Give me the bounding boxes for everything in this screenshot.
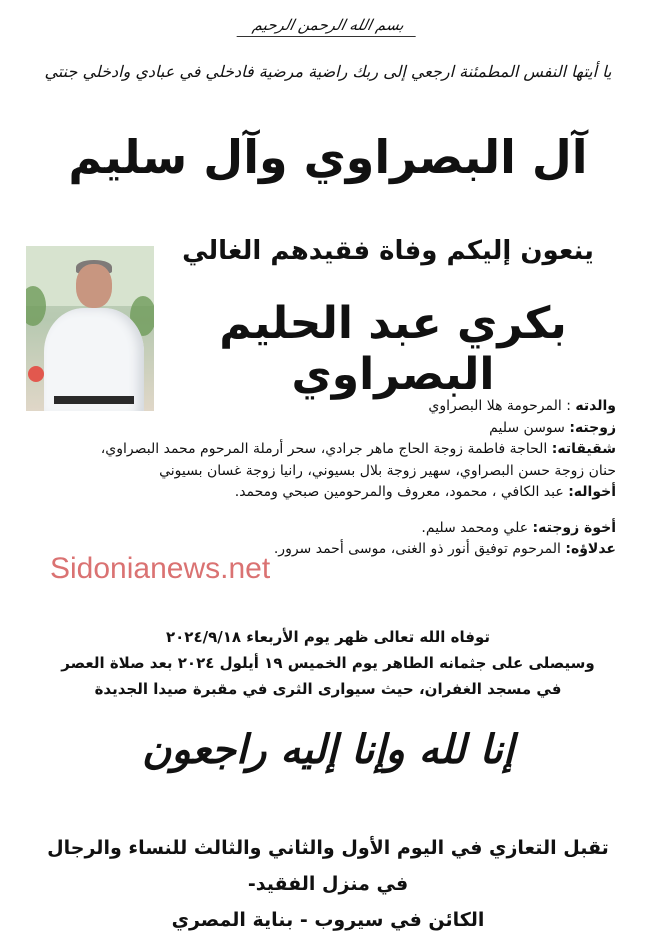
sisters-row <box>40 439 616 461</box>
sisters-row-2: حنان زوجة حسن البصراوي، سهير زوجة بلال بسيوني، رانيا زوجة غسان بسيوني <box>159 462 616 479</box>
deceased-name: بكري عبد الحليم البصراوي <box>219 298 567 400</box>
announcement-line: ينعون إليكم وفاة فقيدهم الغالي <box>182 236 594 266</box>
wife-brothers-value: علي ومحمد سليم. <box>421 519 533 536</box>
families-title: آل البصراوي وآل سليم <box>68 130 588 184</box>
quran-verse: يا أيتها النفس المطمئنة ارجعي إلى ربك راضية مرضية فادخلي في عبادي وادخلي جنتي <box>44 62 612 81</box>
condolence-location-line: الكائن في سيروب - بناية المصري <box>171 909 485 931</box>
flower-icon <box>28 366 44 382</box>
site-watermark: Sidonianews.net <box>50 552 271 585</box>
family-details <box>40 396 616 561</box>
basmala-header <box>0 14 656 37</box>
person-head <box>76 264 112 308</box>
wife-brothers-label: أخوة زوجته: <box>532 519 616 536</box>
mother-value: المرحومة هلا البصراوي <box>428 398 562 414</box>
deceased-photo <box>26 246 154 411</box>
sisters-line1: الحاجة فاطمة زوجة الحاج ماهر جرادي، سحر أرملة المرحوم محمد البصراوي، <box>100 441 552 457</box>
in-laws-label: عدلاؤه: <box>565 541 616 557</box>
uncles-label: أخواله: <box>568 484 616 500</box>
wife-brothers-row <box>40 518 616 540</box>
uncles-value: عبد الكافي ، محمود، معروف والمرحومين صبحي ومحمد. <box>234 484 569 500</box>
death-date-line: توفاه الله تعالى ظهر يوم الأربعاء ٢٠٢٤/٩/١٨ <box>166 628 490 646</box>
in-laws-value: المرحوم توفيق أنور ذو الغنى، موسى أحمد سرور. <box>273 541 566 557</box>
condolence-days-line: تقبل التعازي في اليوم الأول والثاني والثالث للنساء والرجال في منزل الفقيد- <box>47 837 609 895</box>
prayer-line: وسيصلى على جثمانه الطاهر يوم الخميس ١٩ أيلول ٢٠٢٤ بعد صلاة العصر <box>61 654 595 672</box>
condolence-info <box>30 830 626 938</box>
wife-row <box>40 418 616 440</box>
sisters-label: شقيقاته: <box>551 441 616 457</box>
wife-value: سوسن سليم <box>489 419 570 436</box>
funeral-info <box>30 624 626 702</box>
wife-label: زوجته: <box>569 419 616 436</box>
calligraphy-verse: إنا لله وإنا إليه راجعون <box>141 726 515 773</box>
basmala-text: بسم الله الرحمن الرحيم <box>236 14 420 37</box>
burial-line: في مسجد الغفران، حيث سيوارى الثرى في مقبرة صيدا الجديدة <box>94 680 562 698</box>
mother-sep: : <box>561 398 576 414</box>
uncles-row <box>40 482 616 504</box>
mother-row <box>40 396 616 418</box>
mother-label: والدته <box>575 398 616 414</box>
